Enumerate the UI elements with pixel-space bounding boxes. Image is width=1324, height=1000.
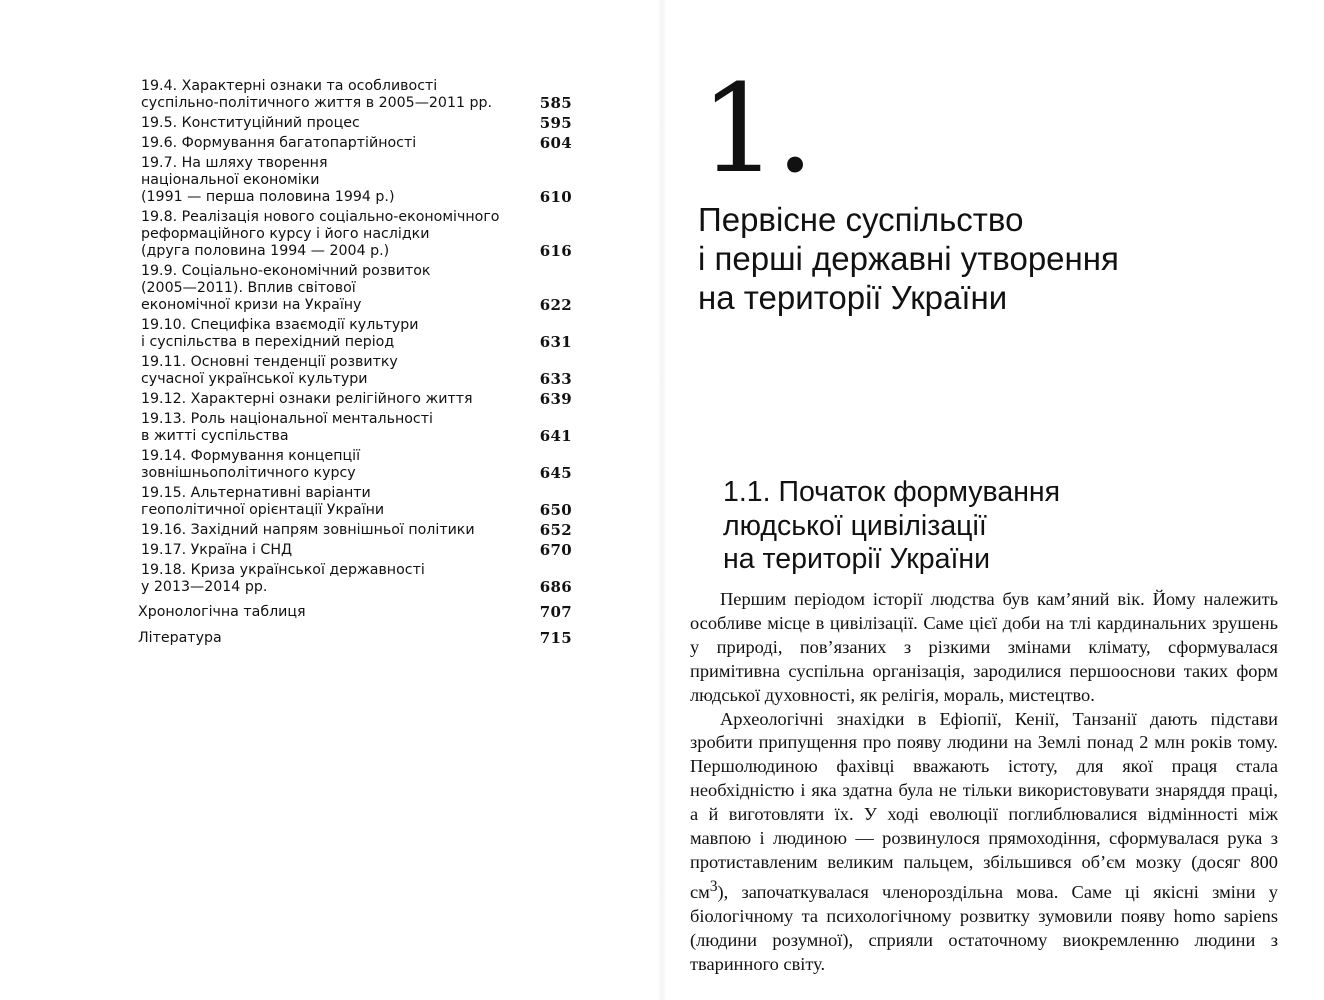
toc-entry[interactable]	[138, 155, 578, 206]
toc-entry[interactable]	[138, 263, 578, 314]
toc-entry-title: 19.14. Формування концепції зовнішньополітичного курсу	[141, 448, 361, 481]
toc-entry[interactable]	[138, 522, 578, 539]
superscript: 3	[709, 877, 718, 895]
toc-entry-page: 641	[539, 427, 572, 445]
toc-entry-page: 622	[539, 296, 572, 314]
toc-entry[interactable]	[138, 411, 578, 445]
toc-entry-page: 715	[539, 629, 572, 647]
paragraph: Першим періодом історії людства був кам’яний вік. Йому належить особливе місце в цивілізації. Саме цієї доби на тлі кардинальних зрушень у природі, пов’язаних з різкими змінами клімату, сформувалася примітивна суспільна організація, зародилися першооснови таких форм людської духовності, як релігія, мораль, мистецтво.	[690, 589, 1278, 705]
toc-entry-title: 19.9. Соціально-економічний розвиток (2005—2011). Вплив світової економічної кризи на Україну	[141, 263, 431, 313]
page-gutter	[658, 0, 666, 1000]
paragraph	[690, 708, 1278, 977]
toc-entry-chronology[interactable]	[138, 604, 578, 621]
toc-entry-page: 670	[539, 541, 572, 559]
section-title: 1.1. Початок формування людської цивілізації на території України	[723, 476, 1061, 575]
paragraph-text: Археологічні знахідки в Ефіопії, Кенії, Танзанії дають підстави зробити припущення про появу людини на Землі понад 2 млн років тому. Першолюдиною фахівці вважають істоту, для якої праця стала необхідністю і яка здатна була не тільки використовувати знаряддя праці, а й виготовляти їх. У ході еволюції поглиблювалися відмінності між мавпою і людиною — розвинулося прямоходіння, сформувалася рука з протиставленим великим пальцем, збільшився об’єм мозку (досяг 800 см	[690, 708, 1278, 902]
toc-entry-title: 19.6. Формування багатопартійності	[141, 135, 417, 151]
toc-entry-title: 19.13. Роль національної ментальності в житті суспільства	[141, 411, 433, 444]
paragraph-text: ), започаткувалася членороздільна мова. Саме ці якісні зміни у біологічному та психологічному розвитку зумовили появу homo sapiens (людини розумної), сприяли остаточному виокремленню людини з тваринного світу.	[690, 882, 1278, 974]
toc-entry-title: 19.15. Альтернативні варіанти геополітичної орієнтації України	[141, 485, 385, 518]
toc-entry-page: 645	[539, 464, 572, 482]
toc-entry-title: 19.12. Характерні ознаки релігійного життя	[141, 391, 473, 407]
toc-entry-title: 19.8. Реалізація нового соціально-економічного реформаційного курсу і його наслідки (друга половина 1994 — 2004 р.)	[141, 209, 500, 259]
toc-entry-page: 652	[539, 521, 572, 539]
body-text	[690, 588, 1278, 977]
toc-entry[interactable]	[138, 542, 578, 559]
toc-entry-page: 631	[539, 333, 572, 351]
toc-entry[interactable]	[138, 135, 578, 152]
toc-entry-page: 585	[539, 94, 572, 112]
toc-entry-page: 616	[539, 242, 572, 260]
toc-entry[interactable]	[138, 448, 578, 482]
toc-entry-page: 633	[539, 370, 572, 388]
toc-entry[interactable]	[138, 115, 578, 132]
toc-entry-literature[interactable]	[138, 630, 578, 647]
toc-entry[interactable]	[138, 562, 578, 596]
toc-entry-page: 686	[539, 578, 572, 596]
toc-entry[interactable]	[138, 485, 578, 519]
table-of-contents	[138, 78, 578, 650]
toc-entry-title: Хронологічна таблиця	[138, 604, 306, 620]
toc-entry-title: Література	[138, 630, 222, 646]
toc-entry[interactable]	[138, 354, 578, 388]
toc-entry[interactable]	[138, 78, 578, 112]
chapter-number: 1.	[700, 58, 813, 200]
toc-entry-page: 595	[539, 114, 572, 132]
toc-entry-title: 19.18. Криза української державності у 2013—2014 рр.	[141, 562, 425, 595]
toc-entry-page: 650	[539, 501, 572, 519]
toc-entry-title: 19.10. Специфіка взаємодії культури і суспільства в перехідний період	[141, 317, 419, 350]
toc-entry-title: 19.5. Конституційний процес	[141, 115, 360, 131]
toc-entry-title: 19.7. На шляху творення національної економіки (1991 — перша половина 1994 р.)	[141, 155, 395, 205]
toc-entry-page: 707	[539, 603, 572, 621]
toc-entry-page: 604	[539, 134, 572, 152]
toc-entry[interactable]	[138, 209, 578, 260]
toc-entry[interactable]	[138, 317, 578, 351]
toc-entry[interactable]	[138, 391, 578, 408]
toc-entry-title: 19.11. Основні тенденції розвитку сучасної української культури	[141, 354, 398, 387]
toc-entry-title: 19.16. Західний напрям зовнішньої політики	[141, 522, 475, 538]
toc-entry-title: 19.17. Україна і СНД	[141, 542, 293, 558]
toc-entry-page: 610	[539, 188, 572, 206]
toc-entry-title: 19.4. Характерні ознаки та особливості суспільно-політичного життя в 2005—2011 рр.	[141, 78, 493, 111]
chapter-title: Первісне суспільство і перші державні утворення на території України	[698, 201, 1119, 316]
toc-entry-page: 639	[539, 390, 572, 408]
